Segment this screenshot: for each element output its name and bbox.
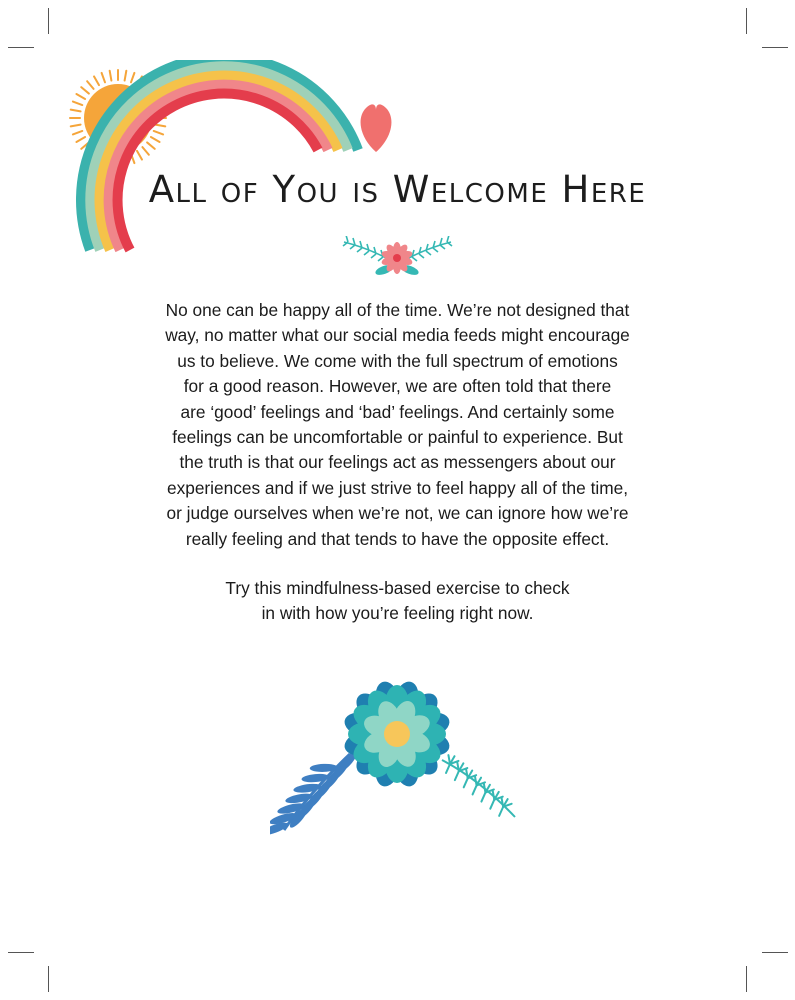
page-title: All of You is Welcome Here bbox=[148, 168, 647, 211]
crop-mark-top-left-v bbox=[48, 8, 49, 34]
body-line: or judge ourselves when we’re not, we can ignore how we’re bbox=[166, 503, 629, 524]
flower-illustration bbox=[270, 672, 530, 842]
crop-mark-top-right-h bbox=[762, 47, 788, 48]
body-line: for a good reason. However, we are often told that there bbox=[183, 376, 612, 397]
crop-mark-top-right-v bbox=[746, 8, 747, 34]
body-line: No one can be happy all of the time. We’re not designed that bbox=[165, 300, 630, 320]
rainbow-sun-illustration bbox=[60, 60, 420, 260]
crop-mark-bottom-left-v bbox=[48, 966, 49, 992]
crop-mark-top-left-h bbox=[8, 47, 34, 48]
exercise-intro bbox=[0, 576, 795, 627]
body-line: the truth is that our feelings act as messengers about our bbox=[179, 452, 616, 473]
blue-leaf-branch-icon bbox=[270, 748, 360, 837]
exercise-line: Try this mindfulness-based exercise to check bbox=[225, 578, 570, 598]
body-line: us to believe. We come with the full spectrum of emotions bbox=[177, 350, 618, 371]
teal-flower-icon bbox=[342, 679, 453, 790]
exercise-line: in with how you’re feeling right now. bbox=[261, 603, 534, 624]
crop-mark-bottom-left-h bbox=[8, 952, 34, 953]
body-line: feelings can be uncomfortable or painful to experience. But bbox=[172, 427, 623, 448]
heart-icon bbox=[361, 104, 392, 152]
body-line: really feeling and that tends to have the opposite effect. bbox=[185, 528, 610, 549]
body-line: are ‘good’ feelings and ‘bad’ feelings. And certainly some bbox=[180, 401, 615, 422]
crop-mark-bottom-right-h bbox=[762, 952, 788, 953]
floral-divider-icon bbox=[340, 236, 455, 282]
body-line: experiences and if we just strive to feel happy all of the time, bbox=[166, 477, 629, 498]
teal-leaf-branch-icon bbox=[442, 755, 515, 817]
crop-mark-bottom-right-v bbox=[746, 966, 747, 992]
intro-paragraph bbox=[0, 298, 795, 552]
body-line: way, no matter what our social media feeds might encourage bbox=[165, 325, 630, 346]
